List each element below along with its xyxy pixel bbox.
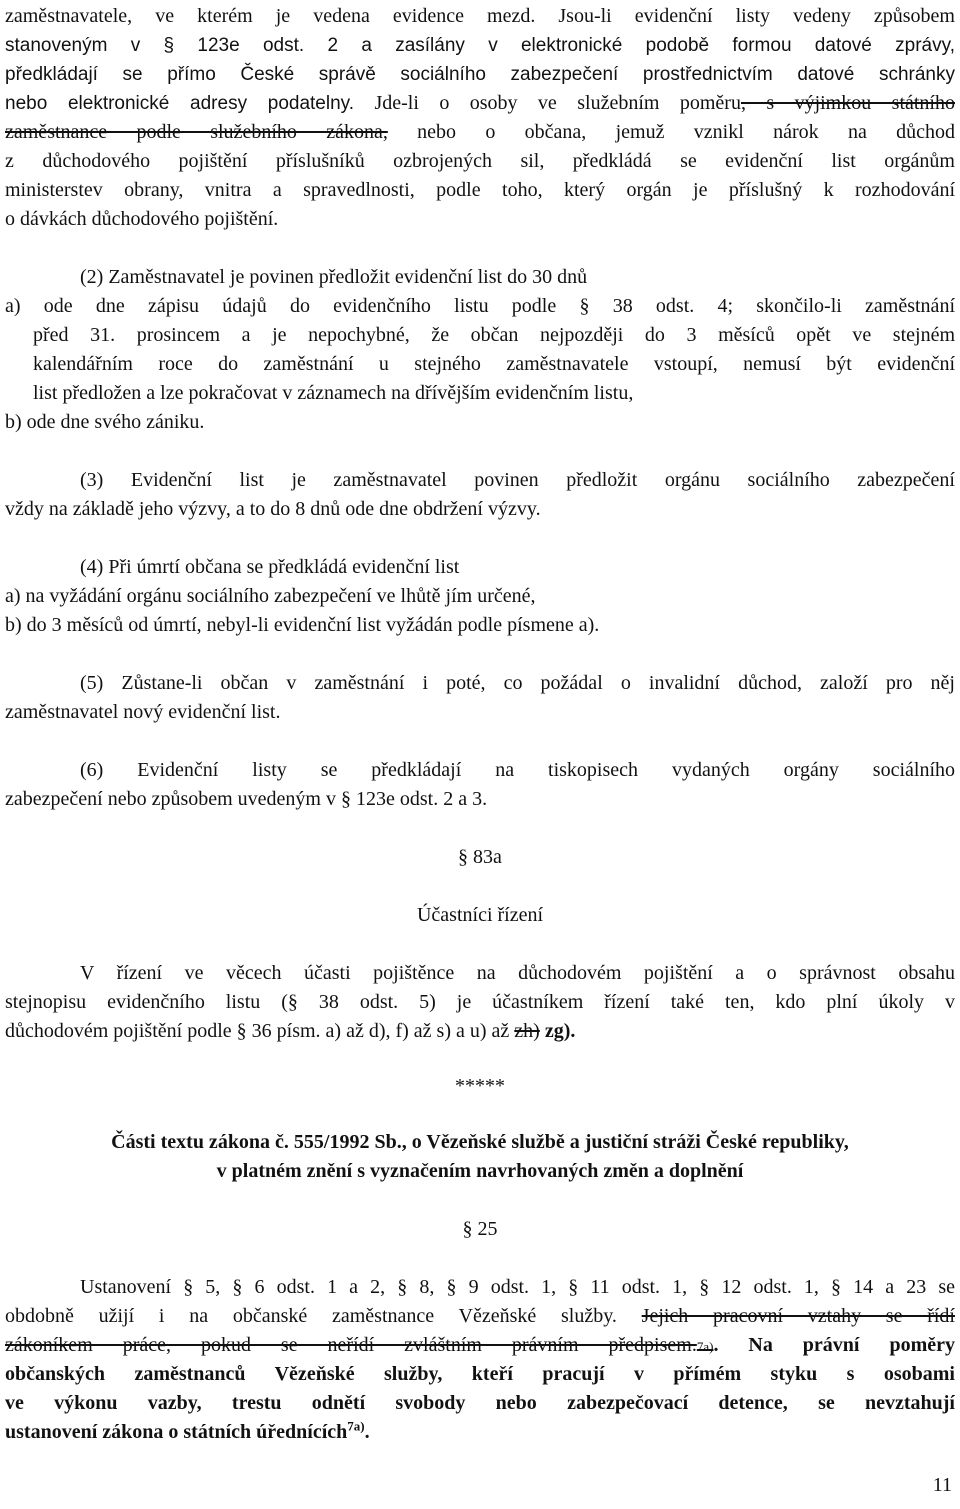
text-line: kalendářním roce do zaměstnání u stejného zaměstnavatele vstoupí, nemusí být evidenční <box>33 353 955 375</box>
deleted-text <box>5 1334 713 1356</box>
text-line: zaměstnavatel nový evidenční list. <box>5 701 281 723</box>
list-item: a) na vyžádání orgánu sociálního zabezpečení ve lhůtě jím určené, <box>5 585 536 607</box>
law-title: Části textu zákona č. 555/1992 Sb. <box>111 1131 402 1153</box>
section-number: § 83a <box>458 846 502 868</box>
text-run: ustanovení zákona o státních úřednících <box>5 1421 348 1443</box>
text-line: V řízení ve věcech účasti pojištěnce na důchodovém pojištění a o správnost obsahu <box>80 962 955 984</box>
footnote-ref: 7a) <box>347 1418 365 1434</box>
text-line <box>5 1331 955 1360</box>
deleted-text: zh) <box>514 1020 540 1042</box>
text-line: (6) Evidenční listy se předkládají na tiskopisech vydaných orgány sociálního <box>80 759 955 781</box>
text-line <box>5 89 955 118</box>
deleted-run: zákoníkem práce, pokud se neřídí zvláštním právním předpisem. <box>5 1334 697 1356</box>
heading-line: v platném znění s vyznačením navrhovaných změn a doplnění <box>216 1160 744 1182</box>
text-line <box>5 1302 955 1331</box>
text-line: list předložen a lze pokračovat v záznamech na dřívějším evidenčním listu, <box>33 382 634 404</box>
footnote-ref: 7a) <box>696 1339 714 1354</box>
text-line: (5) Zůstane-li občan v zaměstnání i poté, co požádal o invalidní důchod, založí pro něj <box>80 672 955 694</box>
list-item: b) ode dne svého zániku. <box>5 411 205 433</box>
text-line: ve výkonu vazby, trestu odnětí svobody nebo zabezpečovací detence, se nevztahují <box>5 1392 955 1414</box>
paragraph-heading: (4) Při úmrtí občana se předkládá evidenční list <box>80 556 460 578</box>
deleted-text: zaměstnance podle služebního zákona, <box>5 121 388 143</box>
text-line <box>5 1017 955 1046</box>
text-run: důchodovém pojištění podle § 36 písm. a) až d), f) až s) a u) až <box>5 1020 515 1042</box>
text-line <box>5 118 955 147</box>
text-run: obdobně užijí i na občanské zaměstnance Vězeňské služby. <box>5 1305 642 1327</box>
list-item: b) do 3 měsíců od úmrtí, nebyl-li evidenční list vyžádán podle písmene a). <box>5 614 600 636</box>
text-line: před 31. prosincem a je nepochybné, že občan nejpozději do 3 měsíců opět ve stejném <box>33 324 955 346</box>
text-run: nebo o občana, jemuž vznikl nárok na důchod <box>387 121 955 143</box>
text-line: Ustanovení § 5, § 6 odst. 1 a 2, § 8, § 9 odst. 1, § 11 odst. 1, § 12 odst. 1, § 14 a 23 se <box>80 1276 955 1298</box>
inserted-text: . Na právní poměry <box>713 1334 955 1356</box>
text-line: zabezpečení nebo způsobem uvedeným v § 123e odst. 2 a 3. <box>5 788 488 810</box>
text-line: stejnopisu evidenčního listu (§ 38 odst. 5) je účastníkem řízení také ten, kdo plní úkoly v <box>5 991 955 1013</box>
text-run: nebo elektronické adresy podatelny. <box>5 93 355 114</box>
inserted-text: zg). <box>539 1020 576 1042</box>
list-item: a) ode dne zápisu údajů do evidenčního listu podle § 38 odst. 4; skončilo-li zaměstnání <box>5 295 955 317</box>
deleted-text: Jejich pracovní vztahy se řídí <box>641 1305 955 1327</box>
text-line <box>5 1418 955 1447</box>
law-subtitle: , o Vězeňské službě a justiční stráži České republiky, <box>401 1131 849 1153</box>
text-line: (3) Evidenční list je zaměstnavatel povinen předložit orgánu sociálního zabezpečení <box>80 469 955 491</box>
section-title: Účastníci řízení <box>416 904 544 926</box>
text-line: občanských zaměstnanců Vězeňské služby, kteří pracují v přímém styku s osobami <box>5 1363 955 1385</box>
section-number: § 25 <box>462 1218 498 1240</box>
text-run: Jde-li o osoby ve služebním poměru <box>354 92 741 114</box>
deleted-text: , s výjimkou státního <box>740 92 955 114</box>
separator-stars: ***** <box>455 1075 505 1097</box>
heading-line <box>5 1128 955 1157</box>
text-line: vždy na základě jeho výzvy, a to do 8 dnů ode dne obdržení výzvy. <box>5 498 541 520</box>
text-line: stanoveným v § 123e odst. 2 a zasílány v elektronické podobě formou datové zprávy, <box>5 35 955 56</box>
page-number: 11 <box>932 1474 952 1496</box>
text-run: . <box>364 1421 370 1443</box>
text-line: předkládají se přímo České správě sociálního zabezpečení prostřednictvím datové schránky <box>5 64 955 85</box>
text-line: ministerstev obrany, vnitra a spravedlnosti, podle toho, který orgán je příslušný k rozhodování <box>5 179 955 201</box>
text-line: o dávkách důchodového pojištění. <box>5 208 279 230</box>
text-line: zaměstnavatele, ve kterém je vedena evidence mezd. Jsou-li evidenční listy vedeny způsobem <box>5 5 955 27</box>
text-line: z důchodového pojištění příslušníků ozbrojených sil, předkládá se evidenční list orgánům <box>5 150 955 172</box>
paragraph-heading: (2) Zaměstnavatel je povinen předložit evidenční list do 30 dnů <box>80 266 588 288</box>
